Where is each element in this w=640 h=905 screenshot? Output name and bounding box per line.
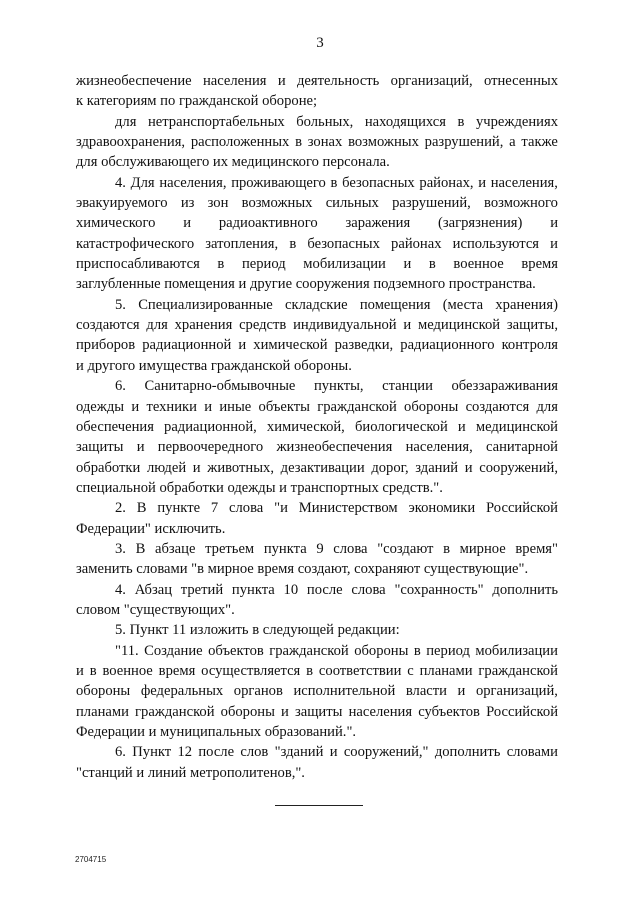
text-line: 5. Специализированные складские помещения (места хранения): [115, 296, 558, 313]
text-line: 2. В пункте 7 слова "и Министерством экономики Российской: [115, 500, 558, 517]
text-line: жизнеобеспечение населения и деятельность организаций, отнесенных: [76, 73, 558, 89]
text-line: катастрофического затопления, в безопасных районах используются и: [76, 235, 558, 252]
text-line: обороны федеральных органов исполнительной власти и организаций,: [76, 683, 558, 700]
text-line: одежды и техники и иные объекты гражданской обороны создаются для: [76, 398, 558, 415]
text-line: Федерации и муниципальных образований.".: [76, 724, 357, 740]
text-line: и в военное время осуществляется в соответствии с планами гражданской: [76, 662, 558, 679]
text-line: приборов радиационной и химической разведки, радиационного контроля: [76, 337, 558, 354]
text-line: "11. Создание объектов гражданской обороны в период мобилизации: [115, 642, 558, 659]
text-line: химического и радиоактивного заражения (загрязнения) и: [76, 215, 558, 232]
text-line: для обслуживающего их медицинского персонала.: [76, 154, 390, 171]
closing-divider: [275, 805, 363, 806]
text-line: 6. Санитарно-обмывочные пункты, станции обеззараживания: [115, 378, 558, 395]
page-number: 3: [316, 35, 324, 51]
text-line: для нетранспортабельных больных, находящихся в учреждениях: [115, 113, 558, 130]
text-line: 4. Для населения, проживающего в безопасных районах, и населения,: [115, 174, 558, 191]
text-line: "станций и линий метрополитенов,".: [76, 764, 305, 781]
text-line: обработки людей и животных, дезактивации дорог, зданий и сооружений,: [76, 459, 558, 476]
document-body: [76, 71, 558, 783]
text-line: специальной обработки одежды и транспортных средств.".: [76, 479, 443, 496]
text-line: эвакуируемого из зон возможных сильных разрушений, возможного: [76, 195, 558, 212]
text-line: заглубленные помещения и другие сооружения подземного пространства.: [76, 276, 536, 293]
text-line: планами гражданской обороны и защиты населения субъектов Российской: [76, 703, 558, 720]
text-line: 3. В абзаце третьем пункта 9 слова "создают в мирное время": [115, 540, 558, 557]
text-line: Федерации" исключить.: [76, 520, 226, 537]
document-code: 2704715: [75, 855, 107, 864]
text-line: заменить словами "в мирное время создают, сохраняют существующие".: [76, 561, 529, 578]
text-line: 5. Пункт 11 изложить в следующей редакции:: [115, 622, 400, 639]
text-line: и другого имущества гражданской обороны.: [76, 357, 352, 374]
text-line: словом "существующих".: [76, 601, 235, 618]
text-line: 4. Абзац третий пункта 10 после слова "сохранность" дополнить: [115, 581, 558, 598]
text-line: создаются для хранения средств индивидуальной и медицинской защиты,: [76, 317, 558, 334]
text-line: приспосабливаются в период мобилизации и в военное время: [76, 256, 558, 273]
text-line: здравоохранения, расположенных в зонах возможных разрушений, а также: [76, 134, 558, 151]
text-line: обеспечения радиационной, химической, биологической и медицинской: [76, 418, 558, 435]
text-line: к категориям по гражданской обороне;: [76, 93, 318, 110]
text-line: защиты и первоочередного жизнеобеспечения населения, санитарной: [76, 439, 558, 456]
text-line: 6. Пункт 12 после слов "зданий и сооружений," дополнить словами: [115, 744, 558, 761]
